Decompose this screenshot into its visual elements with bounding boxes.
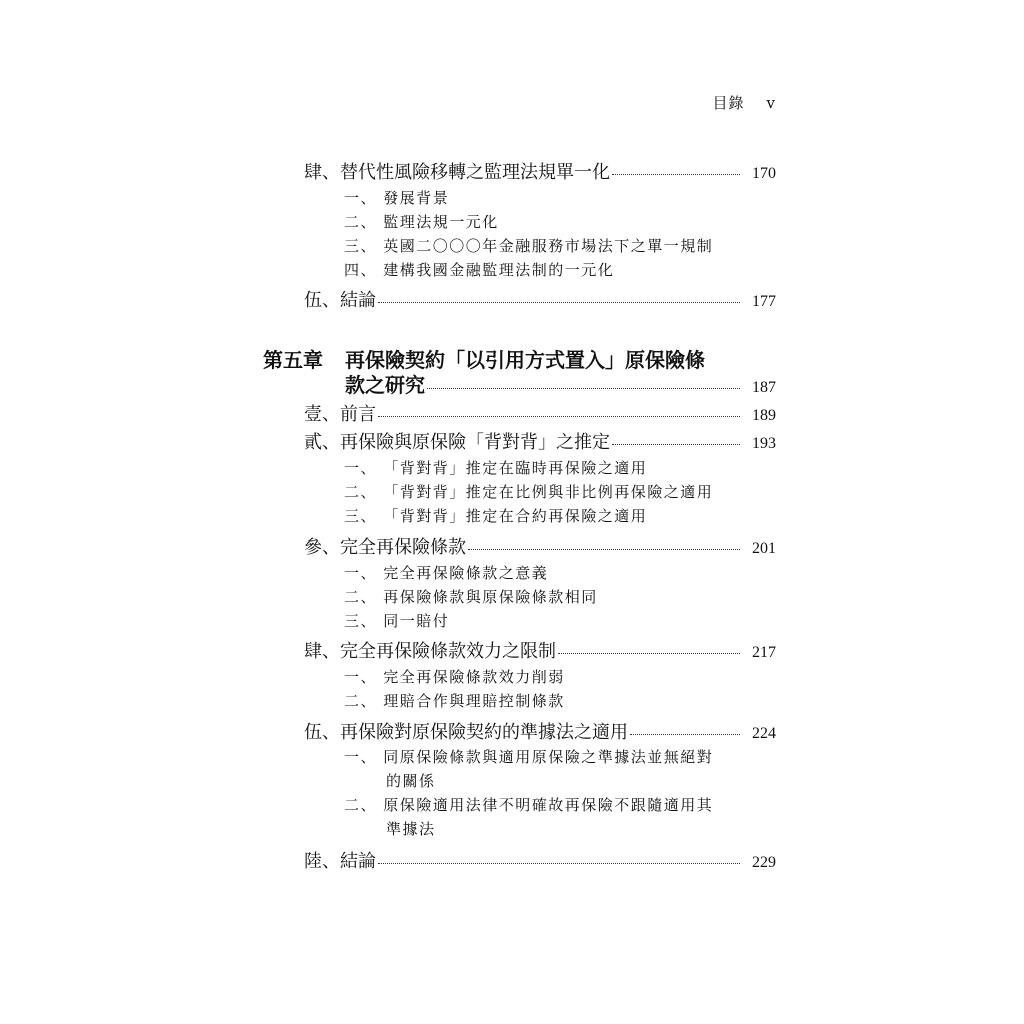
toc-subsection-continued: 的關係 <box>386 772 436 790</box>
toc-section-wu[interactable] <box>304 286 776 312</box>
section-title: 肆、完全再保險條款效力之限制 <box>304 641 556 662</box>
toc-subsection[interactable]: 二、 理賠合作與理賠控制條款 <box>344 692 565 710</box>
dot-leader <box>378 302 740 303</box>
toc-section-er[interactable] <box>304 428 776 454</box>
toc-subsection[interactable]: 一、 完全再保險條款效力削弱 <box>344 668 565 686</box>
toc-subsection[interactable]: 一、 完全再保險條款之意義 <box>344 564 549 582</box>
section-title: 陸、結論 <box>304 851 376 872</box>
chapter-label: 第五章 <box>263 348 323 372</box>
toc-subsection[interactable]: 三、 「背對背」推定在合約再保險之適用 <box>344 507 648 525</box>
chapter-title-line1: 再保險契約「以引用方式置入」原保險條 <box>345 348 705 372</box>
dot-leader <box>427 388 740 389</box>
section-title: 肆、替代性風險移轉之監理法規單一化 <box>304 162 610 183</box>
dot-leader <box>630 734 740 735</box>
dot-leader <box>468 549 740 550</box>
header-page-number: v <box>766 94 776 112</box>
section-page: 229 <box>752 854 776 871</box>
dot-leader <box>378 863 740 864</box>
section-page: 201 <box>752 540 776 557</box>
toc-section-liu[interactable] <box>304 847 776 873</box>
toc-section-si[interactable] <box>304 158 776 184</box>
section-title: 壹、前言 <box>304 404 376 425</box>
section-page: 193 <box>752 435 776 452</box>
section-title: 伍、結論 <box>304 290 376 311</box>
toc-subsection[interactable]: 一、 同原保險條款與適用原保險之準據法並無絕對 <box>344 748 714 766</box>
toc-subsection[interactable]: 二、 再保險條款與原保險條款相同 <box>344 588 598 606</box>
toc-subsection-continued: 準據法 <box>386 820 436 838</box>
toc-subsection[interactable]: 四、 建構我國金融監理法制的一元化 <box>344 261 615 279</box>
toc-section-yi[interactable] <box>304 400 776 426</box>
toc-subsection[interactable]: 二、 原保險適用法律不明確故再保險不跟隨適用其 <box>344 796 714 814</box>
running-header <box>713 92 777 113</box>
toc-subsection[interactable]: 三、 同一賠付 <box>344 612 450 630</box>
dot-leader <box>378 416 740 417</box>
dot-leader <box>558 653 740 654</box>
header-title: 目錄 <box>712 94 745 112</box>
section-page: 224 <box>752 725 776 742</box>
dot-leader <box>612 444 740 445</box>
toc-section-wu-2[interactable] <box>304 718 776 744</box>
chapter-title-line2: 款之研究 <box>345 373 425 397</box>
section-title: 參、完全再保險條款 <box>304 537 466 558</box>
toc-subsection[interactable]: 一、 「背對背」推定在臨時再保險之適用 <box>344 459 648 477</box>
toc-subsection[interactable]: 三、 英國二〇〇〇年金融服務市場法下之單一規制 <box>344 237 714 255</box>
section-page: 189 <box>752 407 776 424</box>
dot-leader <box>612 174 740 175</box>
toc-subsection[interactable]: 二、 「背對背」推定在比例與非比例再保險之適用 <box>344 483 714 501</box>
toc-section-si-2[interactable] <box>304 637 776 663</box>
section-title: 伍、再保險對原保險契約的準據法之適用 <box>304 722 628 743</box>
toc-section-san[interactable] <box>304 533 776 559</box>
toc-subsection[interactable]: 一、 發展背景 <box>344 189 450 207</box>
section-page: 177 <box>752 293 776 310</box>
toc-subsection[interactable]: 二、 監理法規一元化 <box>344 213 499 231</box>
section-title: 貳、再保險與原保險「背對背」之推定 <box>304 432 610 453</box>
section-page: 217 <box>752 644 776 661</box>
chapter-page: 187 <box>752 379 776 396</box>
section-page: 170 <box>752 165 776 182</box>
chapter-heading-cont[interactable] <box>345 369 776 398</box>
